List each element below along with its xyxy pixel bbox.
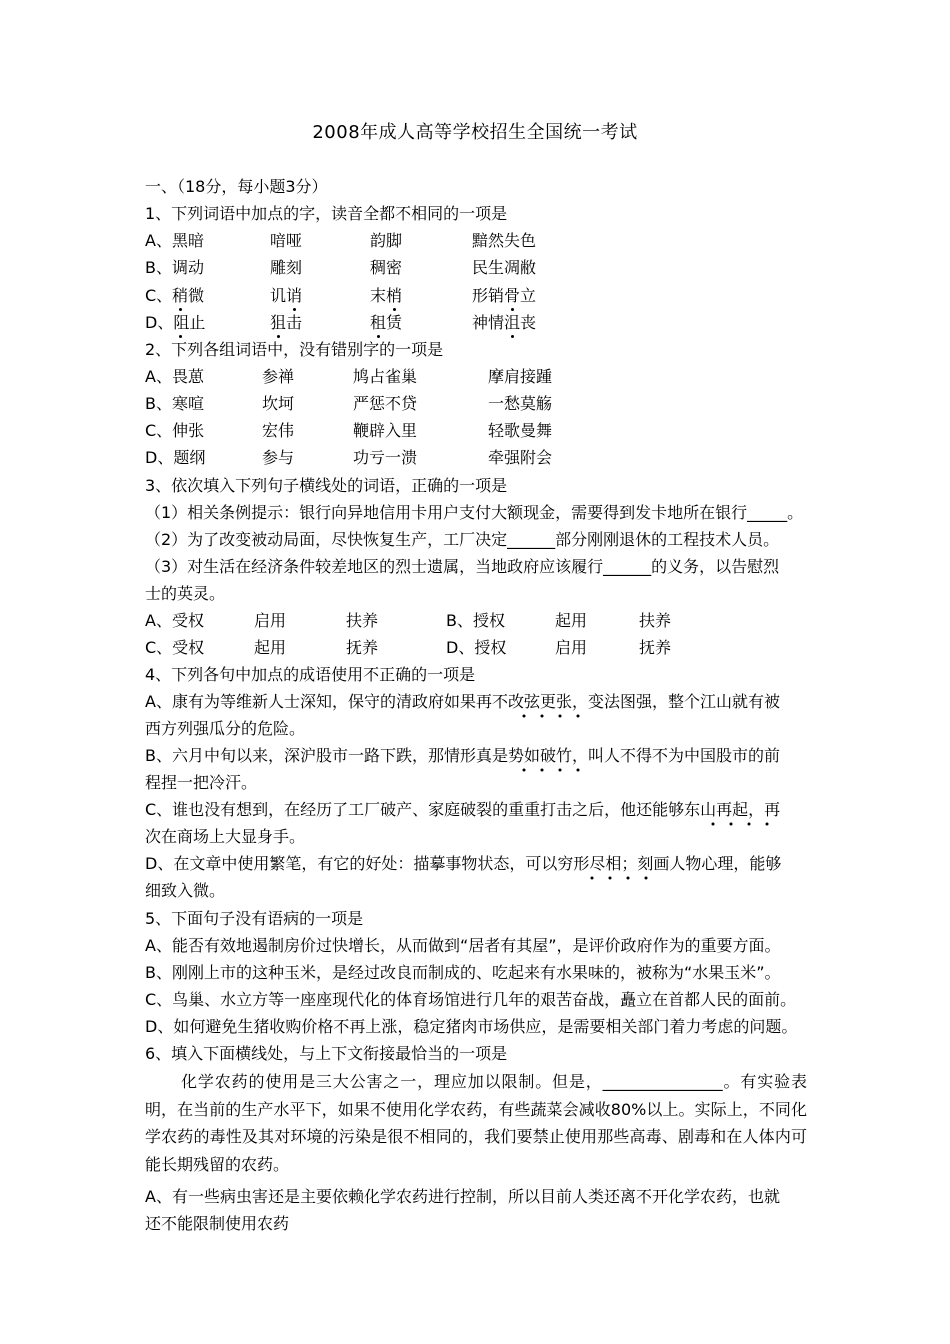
q2-a-opt3: 鸠占雀巢 — [353, 367, 418, 386]
q3-sentence-3b: 士的英灵。 — [145, 584, 226, 603]
q2-b-opt4: 一愁莫觞 — [488, 394, 553, 413]
q3-opt-a1: A、受权 — [145, 611, 204, 630]
q6-option-a-line1: A、有一些病虫害还是主要依赖化学农药进行控制，所以目前人类还离不开化学农药，也就 — [145, 1187, 780, 1206]
q3-opt-c3: 抚养 — [346, 638, 379, 657]
q3-sentence-1: （1）相关条例提示：银行向异地信用卡用户支付大额现金，需要得到发卡地所在银行_____。 — [145, 503, 804, 522]
emphasis-dot — [504, 331, 520, 332]
emphasis-dot — [504, 304, 520, 305]
q3-opt-a3: 扶养 — [346, 611, 379, 630]
question-5-stem: 5、下面句子没有语病的一项是 — [145, 909, 364, 928]
emphasis-dot — [370, 331, 386, 332]
q4-option-d-line1: D、在文章中使用繁笔，有它的好处：描摹事物状态，可以穷形尽相；刻画人物心理，能够 — [145, 854, 782, 873]
q1-b-opt3: 稠密 — [370, 258, 403, 277]
q2-a-opt2: 参禅 — [262, 367, 295, 386]
page-title: 2008年成人高等学校招生全国统一考试 — [312, 122, 638, 143]
q4-option-c-line2: 次在商场上大显身手。 — [145, 827, 306, 846]
question-3-stem: 3、依次填入下列句子横线处的词语，正确的一项是 — [145, 476, 508, 495]
q2-c-opt1: C、伸张 — [145, 421, 205, 440]
q2-c-opt2: 宏伟 — [262, 421, 295, 440]
q5-option-a: A、能否有效地遏制房价过快增长，从而做到“居者有其屋”，是评价政府作为的重要方面。 — [145, 936, 781, 955]
q1-d-opt2: 狙击 — [270, 313, 303, 332]
emphasis-dot — [172, 304, 188, 305]
q1-a-opt2: 喑哑 — [270, 231, 303, 250]
q4-option-a-line1: A、康有为等维新人士深知，保守的清政府如果再不改弦更张，变法图强，整个江山就有被 — [145, 692, 780, 711]
q3-opt-c2: 起用 — [254, 638, 287, 657]
q1-d-opt1: D、阻止 — [145, 313, 206, 332]
q3-opt-d2: 启用 — [555, 638, 588, 657]
q2-d-opt1: D、题纲 — [145, 448, 206, 467]
emphasis-dot — [270, 331, 286, 332]
q6-passage: 化学农药的使用是三大公害之一，理应加以限制。但是，_______________。有实验表明，在当前的生产水平下，如果不使用化学农药，有些蔬菜会减收80%以上。实际上，不同化学农药的毒性及其对环境的污染是很不相同的，我们要禁止使用那些高毒、剧毒和在人体内可能长期残留的农药。 — [145, 1072, 807, 1174]
q1-d-opt4: 神情沮丧 — [472, 313, 537, 332]
q3-opt-d3: 抚养 — [639, 638, 672, 657]
q1-d-opt3: 租赁 — [370, 313, 403, 332]
q1-b-opt4: 民生凋敝 — [472, 258, 537, 277]
emphasis-dot — [386, 304, 402, 305]
q1-c-opt3: 末梢 — [370, 286, 403, 305]
q2-d-opt3: 功亏一溃 — [353, 448, 418, 467]
q5-option-c: C、鸟巢、水立方等一座座现代化的体育场馆进行几年的艰苦奋战，矗立在首都人民的面前。 — [145, 990, 797, 1009]
q2-d-opt4: 牵强附会 — [488, 448, 553, 467]
q1-b-opt1: B、调动 — [145, 258, 204, 277]
q1-b-opt2: 雕刻 — [270, 258, 303, 277]
q1-c-opt4: 形销骨立 — [472, 286, 537, 305]
question-4-stem: 4、下列各句中加点的成语使用不正确的一项是 — [145, 665, 476, 684]
q4-option-b-line2: 程捏一把冷汗。 — [145, 773, 258, 792]
q3-opt-b1: B、授权 — [446, 611, 505, 630]
q4-option-b-line1: B、六月中旬以来，深沪股市一路下跌，那情形真是势如破竹，叫人不得不为中国股市的前 — [145, 746, 780, 765]
question-2-stem: 2、下列各组词语中，没有错别字的一项是 — [145, 340, 444, 359]
q1-c-opt2: 讥诮 — [270, 286, 303, 305]
q2-b-opt1: B、寒喧 — [145, 394, 204, 413]
q1-a-opt3: 韵脚 — [370, 231, 403, 250]
q1-a-opt1: A、黑暗 — [145, 231, 204, 250]
q3-opt-b3: 扶养 — [639, 611, 672, 630]
q3-opt-d1: D、授权 — [446, 638, 507, 657]
q2-c-opt4: 轻歌曼舞 — [488, 421, 553, 440]
q3-opt-c1: C、受权 — [145, 638, 205, 657]
q4-option-d-line2: 细致入微。 — [145, 881, 226, 900]
q2-a-opt4: 摩肩接踵 — [488, 367, 553, 386]
q4-option-a-line2: 西方列强瓜分的危险。 — [145, 719, 306, 738]
section-heading: 一、（18分，每小题3分） — [145, 177, 328, 196]
q3-opt-b2: 起用 — [555, 611, 588, 630]
q3-sentence-2: （2）为了改变被动局面，尽快恢复生产，工厂决定______部分刚刚退休的工程技术人员。 — [145, 530, 780, 549]
q4-option-c-line1: C、谁也没有想到，在经历了工厂破产、家庭破裂的重重打击之后，他还能够东山再起，再 — [145, 800, 781, 819]
q2-c-opt3: 鞭辟入里 — [353, 421, 418, 440]
q2-b-opt3: 严惩不贷 — [353, 394, 418, 413]
q2-d-opt2: 参与 — [262, 448, 295, 467]
q2-b-opt2: 坎坷 — [262, 394, 295, 413]
emphasis-dot — [172, 331, 188, 332]
q5-option-b: B、刚刚上市的这种玉米，是经过改良而制成的、吃起来有水果味的，被称为“水果玉米”。 — [145, 963, 781, 982]
q1-c-opt1: C、稍微 — [145, 286, 205, 305]
q2-a-opt1: A、畏葸 — [145, 367, 204, 386]
question-6-stem: 6、填入下面横线处，与上下文衔接最恰当的一项是 — [145, 1044, 508, 1063]
q3-sentence-3a: （3）对生活在经济条件较差地区的烈士遗属，当地政府应该履行______的义务，以告慰烈 — [145, 557, 780, 576]
emphasis-dot — [286, 304, 302, 305]
question-1-stem: 1、下列词语中加点的字，读音全都不相同的一项是 — [145, 204, 508, 223]
q5-option-d: D、如何避免生猪收购价格不再上涨，稳定猪肉市场供应，是需要相关部门着力考虑的问题。 — [145, 1017, 798, 1036]
q6-option-a-line2: 还不能限制使用农药 — [145, 1214, 290, 1233]
q3-opt-a2: 启用 — [254, 611, 287, 630]
q1-a-opt4: 黯然失色 — [472, 231, 537, 250]
